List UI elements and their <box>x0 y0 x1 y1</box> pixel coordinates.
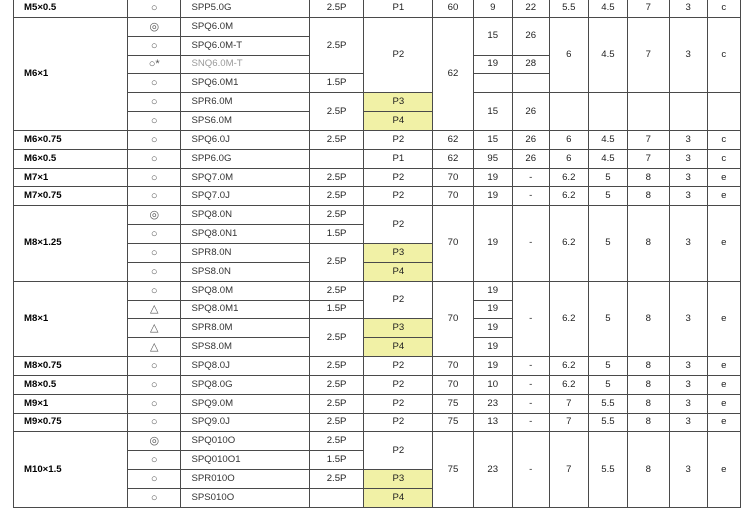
col-b-cell: 28 <box>512 55 549 74</box>
pitch-cell: 2.5P <box>309 319 364 357</box>
col-e-cell: 5 <box>588 357 627 376</box>
col-d-cell: 7 <box>549 432 588 507</box>
size-cell: M7×0.75 <box>14 187 128 206</box>
part-code: SPQ6.0M1 <box>181 74 309 93</box>
part-code: SPQ6.0J <box>181 130 309 149</box>
availability-mark: ○ <box>128 262 181 281</box>
col-d-cell: 6.2 <box>549 281 588 356</box>
part-code: SPQ8.0M <box>181 281 309 300</box>
availability-mark: ○* <box>128 55 181 74</box>
part-code: SPQ7.0J <box>181 187 309 206</box>
col-d-cell: 6.2 <box>549 187 588 206</box>
part-code: SPQ7.0M <box>181 168 309 187</box>
availability-mark: ◎ <box>128 432 181 451</box>
col-d-cell: 6.2 <box>549 357 588 376</box>
availability-mark: △ <box>128 300 181 319</box>
thread-length-cell: 10 <box>473 375 512 394</box>
part-code: SPQ8.0J <box>181 357 309 376</box>
tolerance-cell: P2 <box>364 281 433 319</box>
type-cell: c <box>707 130 740 149</box>
col-e-cell: 4.5 <box>588 0 627 17</box>
col-e-cell: 4.5 <box>588 130 627 149</box>
size-cell: M6×0.75 <box>14 130 128 149</box>
tolerance-cell-highlighted: P3 <box>364 93 433 112</box>
length-cell: 70 <box>433 281 473 356</box>
type-cell: e <box>707 432 740 507</box>
availability-mark: ○ <box>128 375 181 394</box>
pitch-cell: 1.5P <box>309 225 364 244</box>
col-g-cell: 3 <box>669 187 707 206</box>
thread-length-cell: 19 <box>473 281 512 300</box>
col-f-cell: 7 <box>628 149 670 168</box>
availability-mark: ○ <box>128 357 181 376</box>
pitch-cell: 2.5P <box>309 432 364 451</box>
col-g-cell: 3 <box>669 0 707 17</box>
pitch-cell <box>309 149 364 168</box>
part-code: SPQ8.0N <box>181 206 309 225</box>
thread-length-cell: 19 <box>473 55 512 74</box>
part-code: SPS8.0M <box>181 338 309 357</box>
col-f-cell <box>628 93 670 131</box>
pitch-cell: 2.5P <box>309 413 364 432</box>
col-g-cell: 3 <box>669 17 707 92</box>
col-e-cell: 5.5 <box>588 394 627 413</box>
tolerance-cell: P2 <box>364 187 433 206</box>
table-row <box>14 394 741 413</box>
pitch-cell: 2.5P <box>309 281 364 300</box>
col-d-cell: 5.5 <box>549 0 588 17</box>
pitch-cell: 1.5P <box>309 451 364 470</box>
availability-mark: ◎ <box>128 206 181 225</box>
table-row <box>14 0 741 17</box>
availability-mark: ○ <box>128 394 181 413</box>
length-cell: 62 <box>433 17 473 130</box>
part-code: SPS6.0M <box>181 112 309 131</box>
availability-mark: ◎ <box>128 17 181 36</box>
pitch-cell: 2.5P <box>309 17 364 74</box>
part-code: SPR8.0M <box>181 319 309 338</box>
thread-length-cell: 15 <box>473 17 512 55</box>
pitch-cell: 2.5P <box>309 168 364 187</box>
type-cell: e <box>707 375 740 394</box>
col-f-cell: 8 <box>628 375 670 394</box>
size-cell: M5×0.5 <box>14 0 128 17</box>
tolerance-cell: P2 <box>364 168 433 187</box>
thread-length-cell: 19 <box>473 300 512 319</box>
availability-mark: △ <box>128 338 181 357</box>
col-f-cell: 7 <box>628 17 670 92</box>
col-d-cell: 7 <box>549 394 588 413</box>
availability-mark: ○ <box>128 0 181 17</box>
length-cell: 62 <box>433 149 473 168</box>
col-g-cell: 3 <box>669 130 707 149</box>
col-b-cell: - <box>512 432 549 507</box>
length-cell: 70 <box>433 168 473 187</box>
length-cell: 70 <box>433 375 473 394</box>
pitch-cell: 2.5P <box>309 0 364 17</box>
tolerance-cell-highlighted: P4 <box>364 338 433 357</box>
length-cell: 75 <box>433 413 473 432</box>
col-b-cell: - <box>512 206 549 281</box>
thread-length-cell: 13 <box>473 413 512 432</box>
col-f-cell: 8 <box>628 432 670 507</box>
availability-mark: ○ <box>128 130 181 149</box>
table-row <box>14 130 741 149</box>
part-code: SPQ6.0M-T <box>181 36 309 55</box>
type-cell: e <box>707 281 740 356</box>
part-code: SPQ8.0G <box>181 375 309 394</box>
col-d-cell: 6.2 <box>549 375 588 394</box>
tolerance-cell: P2 <box>364 432 433 470</box>
tolerance-cell-highlighted: P4 <box>364 112 433 131</box>
pitch-cell: 2.5P <box>309 357 364 376</box>
tolerance-cell-highlighted: P3 <box>364 470 433 489</box>
col-b-cell: 22 <box>512 0 549 17</box>
col-e-cell: 5 <box>588 168 627 187</box>
col-d-cell: 6 <box>549 17 588 92</box>
col-e-cell: 5.5 <box>588 432 627 507</box>
col-b-cell: - <box>512 394 549 413</box>
part-code: SPQ8.0N1 <box>181 225 309 244</box>
tolerance-cell: P1 <box>364 0 433 17</box>
col-b-cell: - <box>512 375 549 394</box>
type-cell: e <box>707 206 740 281</box>
thread-length-cell: 9 <box>473 0 512 17</box>
part-code: SPQ9.0J <box>181 413 309 432</box>
col-b-cell: - <box>512 168 549 187</box>
col-e-cell: 4.5 <box>588 149 627 168</box>
col-g-cell: 3 <box>669 168 707 187</box>
part-code: SPQ6.0M <box>181 17 309 36</box>
pitch-cell: 2.5P <box>309 130 364 149</box>
availability-mark: △ <box>128 319 181 338</box>
availability-mark: ○ <box>128 187 181 206</box>
size-cell: M8×0.75 <box>14 357 128 376</box>
col-f-cell: 7 <box>628 130 670 149</box>
availability-mark: ○ <box>128 93 181 112</box>
table-row <box>14 206 741 225</box>
availability-mark: ○ <box>128 281 181 300</box>
table-row <box>14 357 741 376</box>
col-e-cell: 5 <box>588 206 627 281</box>
length-cell: 70 <box>433 357 473 376</box>
col-d-cell: 6 <box>549 130 588 149</box>
col-e-cell: 5 <box>588 281 627 356</box>
col-e-cell: 4.5 <box>588 17 627 92</box>
size-cell: M6×1 <box>14 17 128 130</box>
col-b-cell: - <box>512 187 549 206</box>
availability-mark: ○ <box>128 451 181 470</box>
col-f-cell: 7 <box>628 0 670 17</box>
thread-length-cell: 19 <box>473 168 512 187</box>
col-d-cell: 6 <box>549 149 588 168</box>
type-cell: c <box>707 17 740 92</box>
length-cell: 75 <box>433 432 473 507</box>
col-b-cell: - <box>512 281 549 356</box>
thread-length-cell: 23 <box>473 432 512 507</box>
length-cell: 70 <box>433 206 473 281</box>
thread-length-cell: 23 <box>473 394 512 413</box>
tolerance-cell: P2 <box>364 206 433 244</box>
col-g-cell: 3 <box>669 149 707 168</box>
col-f-cell: 8 <box>628 168 670 187</box>
tolerance-cell: P2 <box>364 357 433 376</box>
col-f-cell: 8 <box>628 281 670 356</box>
col-b-cell: - <box>512 413 549 432</box>
part-code: SPR8.0N <box>181 243 309 262</box>
type-cell: c <box>707 0 740 17</box>
part-code: SNQ6.0M-T <box>181 55 309 74</box>
part-code: SPR6.0M <box>181 93 309 112</box>
thread-length-cell: 19 <box>473 187 512 206</box>
col-e-cell <box>588 93 627 131</box>
table-row <box>14 17 741 36</box>
col-d-cell: 7 <box>549 413 588 432</box>
pitch-cell: 2.5P <box>309 243 364 281</box>
size-cell: M9×0.75 <box>14 413 128 432</box>
table-row <box>14 432 741 451</box>
availability-mark: ○ <box>128 112 181 131</box>
thread-length-cell: 19 <box>473 338 512 357</box>
table-row <box>14 375 741 394</box>
tolerance-cell-highlighted: P3 <box>364 319 433 338</box>
table-row <box>14 168 741 187</box>
tolerance-cell-highlighted: P4 <box>364 488 433 507</box>
size-cell: M10×1.5 <box>14 432 128 507</box>
type-cell: e <box>707 413 740 432</box>
tolerance-cell: P2 <box>364 413 433 432</box>
type-cell: e <box>707 394 740 413</box>
col-g-cell: 3 <box>669 394 707 413</box>
pitch-cell: 2.5P <box>309 187 364 206</box>
thread-length-cell: 15 <box>473 93 512 131</box>
pitch-cell: 2.5P <box>309 206 364 225</box>
part-code: SPP6.0G <box>181 149 309 168</box>
length-cell: 62 <box>433 130 473 149</box>
availability-mark: ○ <box>128 413 181 432</box>
tolerance-cell-highlighted: P3 <box>364 243 433 262</box>
col-d-cell <box>549 93 588 131</box>
availability-mark: ○ <box>128 74 181 93</box>
length-cell: 70 <box>433 187 473 206</box>
pitch-cell: 1.5P <box>309 74 364 93</box>
col-d-cell: 6.2 <box>549 206 588 281</box>
col-f-cell: 8 <box>628 357 670 376</box>
type-cell <box>707 93 740 131</box>
spec-table <box>13 0 741 508</box>
pitch-cell <box>309 488 364 507</box>
col-e-cell: 5.5 <box>588 413 627 432</box>
col-e-cell: 5 <box>588 187 627 206</box>
tolerance-cell-highlighted: P4 <box>364 262 433 281</box>
availability-mark: ○ <box>128 470 181 489</box>
part-code: SPQ010O <box>181 432 309 451</box>
availability-mark: ○ <box>128 225 181 244</box>
part-code: SPR010O <box>181 470 309 489</box>
col-d-cell: 6.2 <box>549 168 588 187</box>
size-cell: M6×0.5 <box>14 149 128 168</box>
tolerance-cell: P2 <box>364 394 433 413</box>
type-cell: e <box>707 187 740 206</box>
tolerance-cell: P2 <box>364 130 433 149</box>
pitch-cell: 2.5P <box>309 93 364 131</box>
pitch-cell: 2.5P <box>309 394 364 413</box>
tolerance-cell: P1 <box>364 149 433 168</box>
pitch-cell: 2.5P <box>309 375 364 394</box>
col-g-cell: 3 <box>669 206 707 281</box>
col-g-cell <box>669 93 707 131</box>
col-b-cell: 26 <box>512 149 549 168</box>
col-g-cell: 3 <box>669 413 707 432</box>
col-f-cell: 8 <box>628 206 670 281</box>
col-b-cell: - <box>512 357 549 376</box>
table-row <box>14 187 741 206</box>
col-f-cell: 8 <box>628 394 670 413</box>
thread-length-cell <box>473 74 512 93</box>
table-row <box>14 281 741 300</box>
col-g-cell: 3 <box>669 357 707 376</box>
thread-length-cell: 19 <box>473 357 512 376</box>
length-cell: 60 <box>433 0 473 17</box>
part-code: SPP5.0G <box>181 0 309 17</box>
size-cell: M8×0.5 <box>14 375 128 394</box>
tolerance-cell: P2 <box>364 17 433 92</box>
availability-mark: ○ <box>128 168 181 187</box>
thread-length-cell: 95 <box>473 149 512 168</box>
table-row <box>14 149 741 168</box>
col-b-cell: 26 <box>512 130 549 149</box>
thread-length-cell: 19 <box>473 206 512 281</box>
type-cell: e <box>707 168 740 187</box>
col-e-cell: 5 <box>588 375 627 394</box>
type-cell: e <box>707 357 740 376</box>
availability-mark: ○ <box>128 243 181 262</box>
size-cell: M8×1.25 <box>14 206 128 281</box>
col-g-cell: 3 <box>669 432 707 507</box>
col-b-cell <box>512 74 549 93</box>
size-cell: M9×1 <box>14 394 128 413</box>
thread-length-cell: 19 <box>473 319 512 338</box>
availability-mark: ○ <box>128 488 181 507</box>
col-f-cell: 8 <box>628 187 670 206</box>
part-code: SPQ8.0M1 <box>181 300 309 319</box>
table-row <box>14 413 741 432</box>
thread-length-cell: 15 <box>473 130 512 149</box>
size-cell: M8×1 <box>14 281 128 356</box>
col-b-cell: 26 <box>512 17 549 55</box>
availability-mark: ○ <box>128 36 181 55</box>
col-g-cell: 3 <box>669 281 707 356</box>
part-code: SPQ010O1 <box>181 451 309 470</box>
part-code: SPQ9.0M <box>181 394 309 413</box>
col-b-cell: 26 <box>512 93 549 131</box>
type-cell: c <box>707 149 740 168</box>
col-g-cell: 3 <box>669 375 707 394</box>
part-code: SPS010O <box>181 488 309 507</box>
size-cell: M7×1 <box>14 168 128 187</box>
part-code: SPS8.0N <box>181 262 309 281</box>
tolerance-cell: P2 <box>364 375 433 394</box>
availability-mark: ○ <box>128 149 181 168</box>
pitch-cell: 2.5P <box>309 470 364 489</box>
col-f-cell: 8 <box>628 413 670 432</box>
length-cell: 75 <box>433 394 473 413</box>
pitch-cell: 1.5P <box>309 300 364 319</box>
